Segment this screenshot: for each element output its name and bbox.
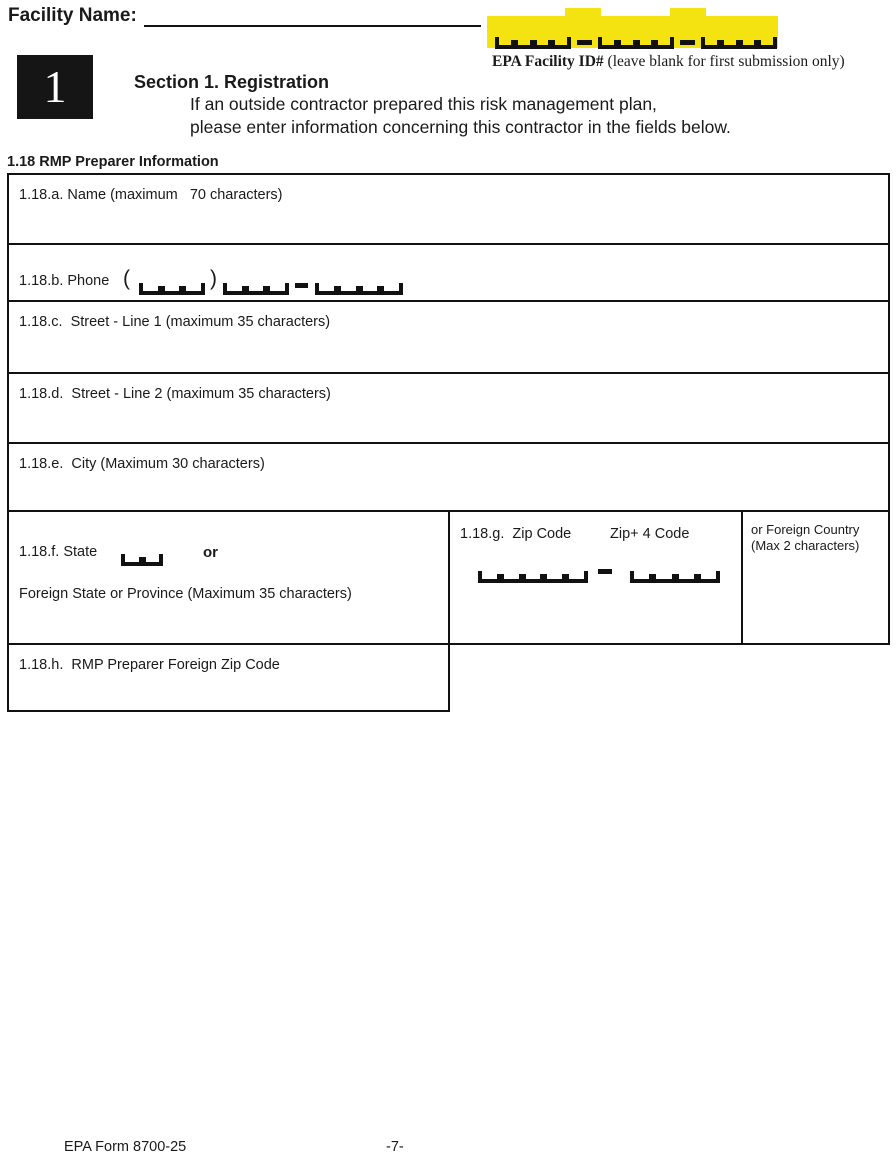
foreign-country-label-line1: or Foreign Country xyxy=(751,522,860,537)
epa-id-comb-group-2[interactable] xyxy=(598,33,674,49)
phone-line-comb[interactable] xyxy=(315,279,403,295)
field-name-label: 1.18.a. Name (maximum 70 characters) xyxy=(19,187,283,203)
field-phone[interactable] xyxy=(7,243,890,302)
foreign-country-label-line2: (Max 2 characters) xyxy=(751,538,860,553)
field-street1-label: 1.18.c. Street - Line 1 (maximum 35 characters) xyxy=(19,314,331,330)
zip4-comb[interactable] xyxy=(630,567,720,583)
section-instruction-line2: please enter information concerning this contractor in the fields below. xyxy=(190,117,731,137)
epa-id-comb-group-3[interactable] xyxy=(701,33,777,49)
phone-prefix-comb[interactable] xyxy=(223,279,289,295)
foreign-country-label xyxy=(751,522,859,554)
epa-facility-id-caption-bold: EPA Facility ID# xyxy=(492,53,604,70)
zip4-code-label: Zip+ 4 Code xyxy=(610,526,690,542)
field-city-label: 1.18.e. City (Maximum 30 characters) xyxy=(19,456,265,472)
zip-comb[interactable] xyxy=(478,567,588,583)
phone-paren-open: ( xyxy=(123,267,130,290)
rmp-preparer-table xyxy=(7,173,890,712)
field-state-label: 1.18.f. State xyxy=(19,544,98,560)
phone-dash xyxy=(295,283,308,288)
page-number: -7- xyxy=(386,1139,404,1155)
epa-id-comb-group-1[interactable] xyxy=(495,33,571,49)
section-title: Section 1. Registration xyxy=(134,72,330,92)
form-number: EPA Form 8700-25 xyxy=(64,1139,187,1155)
epa-id-dash xyxy=(577,40,592,45)
facility-name-blank-line[interactable] xyxy=(144,8,481,27)
phone-paren-close: ) xyxy=(210,267,217,290)
field-street-line-1[interactable] xyxy=(7,300,890,374)
field-phone-label: 1.18.b. Phone xyxy=(19,273,110,289)
facility-name-label: Facility Name: xyxy=(8,5,137,26)
section-number-box xyxy=(17,55,93,119)
section-instruction-line1: If an outside contractor prepared this risk management plan, xyxy=(190,94,657,114)
state-or-label: or xyxy=(203,544,218,561)
field-street2-label: 1.18.d. Street - Line 2 (maximum 35 characters) xyxy=(19,386,331,402)
epa-facility-id-field[interactable] xyxy=(495,33,777,49)
subsection-title: 1.18 RMP Preparer Information xyxy=(7,154,219,170)
epa-id-dash xyxy=(680,40,695,45)
epa-facility-id-caption xyxy=(492,53,845,71)
field-zip-code[interactable] xyxy=(450,512,743,643)
foreign-state-label: Foreign State or Province (Maximum 35 characters) xyxy=(19,586,352,602)
epa-id-highlight-mark xyxy=(565,8,601,18)
section-number: 1 xyxy=(43,61,67,112)
zip-dash xyxy=(598,569,612,574)
field-foreign-zip-label: 1.18.h. RMP Preparer Foreign Zip Code xyxy=(19,657,280,673)
field-city[interactable] xyxy=(7,442,890,512)
phone-area-code-comb[interactable] xyxy=(139,279,205,295)
row-state-zip xyxy=(7,510,890,645)
zip-code-label: 1.18.g. Zip Code xyxy=(460,526,572,542)
epa-facility-id-caption-rest: (leave blank for first submission only) xyxy=(603,53,845,70)
field-name[interactable] xyxy=(7,173,890,245)
field-foreign-zip[interactable] xyxy=(7,643,450,712)
field-foreign-country[interactable] xyxy=(743,512,888,643)
state-comb[interactable] xyxy=(121,550,163,566)
field-state[interactable] xyxy=(9,512,450,643)
epa-id-highlight-mark xyxy=(670,8,706,18)
field-street-line-2[interactable] xyxy=(7,372,890,444)
